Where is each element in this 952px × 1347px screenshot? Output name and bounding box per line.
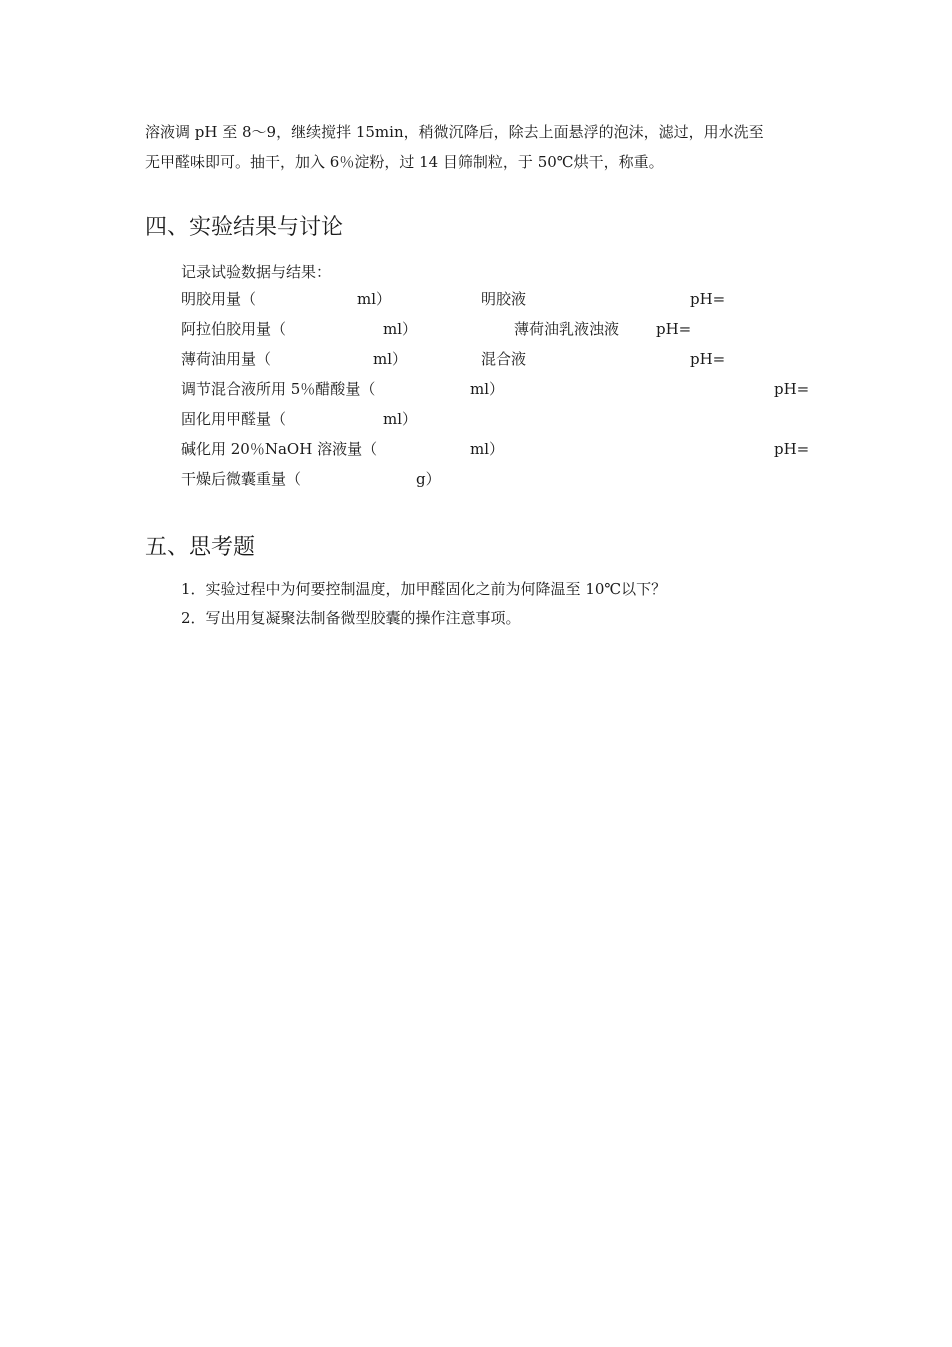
question-item: 1．实验过程中为何要控制温度，加甲醛固化之前为何降温至 10℃以下？ [181, 580, 667, 598]
record-ph: pH= [690, 290, 726, 308]
record-row [0, 378, 952, 400]
record-row [0, 408, 952, 430]
record-row [0, 288, 952, 310]
record-unit: ml） [470, 440, 505, 458]
record-ph: pH= [656, 320, 692, 338]
record-label: 调节混合液所用 5％醋酸量（ [181, 380, 376, 398]
record-row [0, 438, 952, 460]
record-unit: ml） [383, 320, 418, 338]
record-ph: pH= [774, 440, 810, 458]
record-label: 薄荷油用量（ [181, 350, 272, 368]
record-unit: ml） [383, 410, 418, 428]
record-mid: 明胶液 [481, 290, 527, 308]
record-unit: g） [416, 470, 441, 488]
record-ph: pH= [690, 350, 726, 368]
record-row [0, 318, 952, 340]
record-row [0, 348, 952, 370]
record-unit: ml） [470, 380, 505, 398]
record-label: 固化用甲醛量（ [181, 410, 287, 428]
section-4-heading: 四、实验结果与讨论 [145, 215, 344, 240]
intro-line-2: 无甲醛味即可。抽干，加入 6％淀粉，过 14 目筛制粒，于 50℃烘干，称重。 [145, 153, 664, 171]
intro-line-1: 溶液调 pH 至 8～9，继续搅拌 15min，稍微沉降后，除去上面悬浮的泡沫，滤过，用水洗至 [145, 123, 764, 141]
record-unit: ml） [357, 290, 392, 308]
record-label: 明胶用量（ [181, 290, 257, 308]
record-label: 阿拉伯胶用量（ [181, 320, 287, 338]
question-item: 2．写出用复凝聚法制备微型胶囊的操作注意事项。 [181, 609, 521, 627]
section-5-heading: 五、思考题 [145, 535, 256, 560]
record-mid: 混合液 [481, 350, 527, 368]
record-ph: pH= [774, 380, 810, 398]
record-label: 碱化用 20％NaOH 溶液量（ [181, 440, 378, 458]
record-mid: 薄荷油乳液浊液 [514, 320, 620, 338]
record-unit: ml） [373, 350, 408, 368]
record-row [0, 468, 952, 490]
record-lead: 记录试验数据与结果： [181, 263, 332, 281]
record-label: 干燥后微囊重量（ [181, 470, 302, 488]
